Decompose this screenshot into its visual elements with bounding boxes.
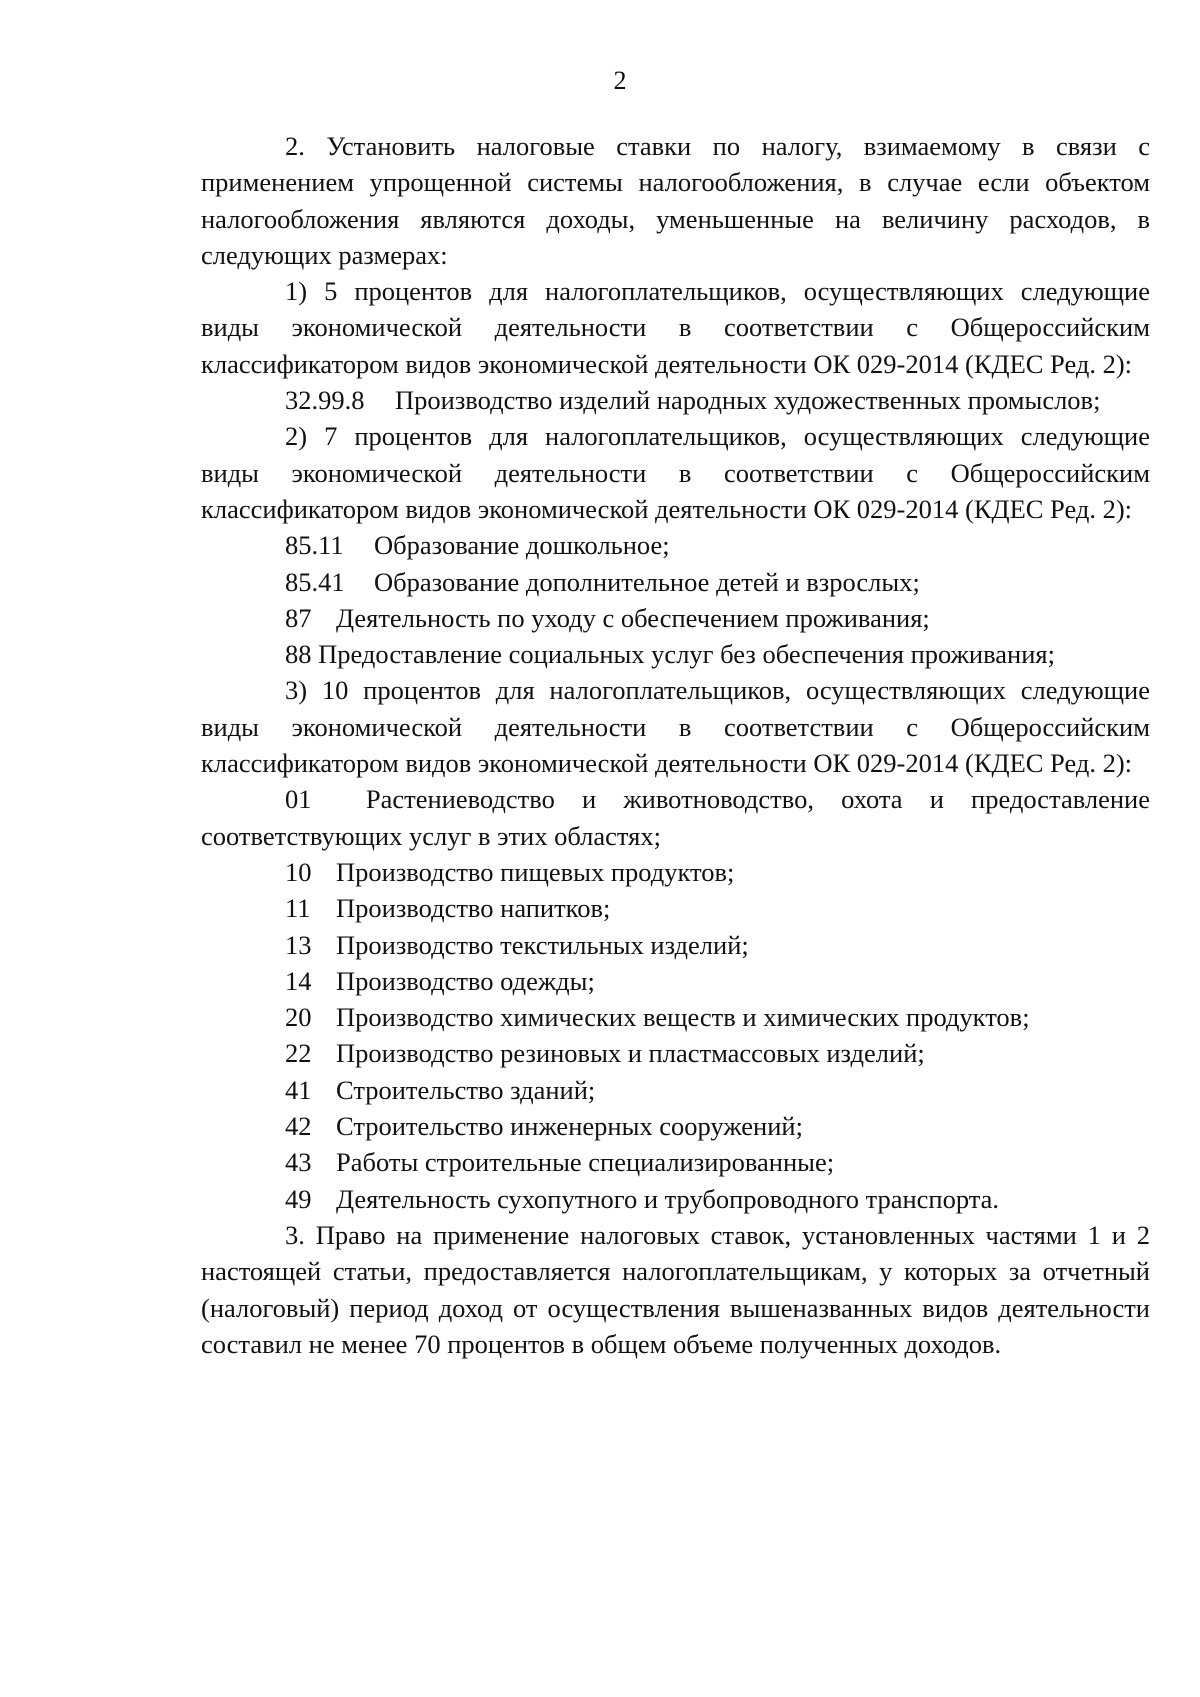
activity-code: 14 xyxy=(285,965,312,996)
activity-code: 41 xyxy=(285,1074,312,1105)
paragraph-2-intro: 2. Установить налоговые ставки по налогу, взимаемому в связи с применением упрощенной системы налогообложения, в случае если объектом налогообложения являются доходы, уменьшенные на величину расходов, в следующих размерах: xyxy=(201,131,1150,270)
activity-name: Образование дополнительное детей и взрослых; xyxy=(374,566,920,597)
activity-code: 49 xyxy=(285,1183,312,1214)
activity-name: Производство химических веществ и химических продуктов; xyxy=(336,1002,1030,1033)
activity-code: 13 xyxy=(285,929,312,960)
activity-item xyxy=(201,636,1150,672)
activity-item xyxy=(201,527,1150,563)
activity-item xyxy=(201,999,1150,1035)
activity-code: 88 xyxy=(285,639,312,670)
activity-item xyxy=(201,1181,1150,1217)
activity-name: Работы строительные специализированные; xyxy=(336,1147,835,1178)
activity-item-01 xyxy=(201,781,1150,854)
activity-name: Производство напитков; xyxy=(336,893,611,924)
activity-name: Образование дошкольное; xyxy=(374,530,670,561)
activity-code: 85.11 xyxy=(285,530,344,561)
activity-name: Производство пищевых продуктов; xyxy=(336,856,735,887)
rate-3-text: 3) 10 процентов для налогоплательщиков, осуществляющих следующие виды экономической деятельности в соответствии с Общероссийским классификатором видов экономической деятельности ОК 029-2014 (КДЕС Ред. 2): xyxy=(201,675,1150,779)
document-body xyxy=(201,128,1150,1362)
activity-code: 43 xyxy=(285,1147,312,1178)
paragraph-3: 3. Право на применение налоговых ставок, установленных частями 1 и 2 настоящей статьи, предоставляется налогоплательщикам, у которых за отчетный (налоговый) период доход от осуществления вышеназванных видов деятельности составил не менее 70 процентов в общем объеме полученных доходов. xyxy=(201,1219,1150,1359)
activity-item xyxy=(201,564,1150,600)
activity-item xyxy=(201,1144,1150,1180)
rate-2-text: 2) 7 процентов для налогоплательщиков, осуществляющих следующие виды экономической деятельности в соответствии с Общероссийским классификатором видов экономической деятельности ОК 029-2014 (КДЕС Ред. 2): xyxy=(201,421,1150,524)
activity-item xyxy=(201,890,1150,926)
activity-name: Производство резиновых и пластмассовых изделий; xyxy=(336,1038,925,1069)
activity-name: Деятельность сухопутного и трубопроводного транспорта. xyxy=(336,1183,1000,1214)
activity-item xyxy=(201,382,1150,418)
activity-code: 32.99.8 xyxy=(285,385,365,416)
activity-name: Строительство инженерных сооружений; xyxy=(336,1111,803,1142)
activity-item xyxy=(201,927,1150,963)
activity-item xyxy=(201,854,1150,890)
activity-code: 10 xyxy=(285,856,312,887)
activity-code: 42 xyxy=(285,1111,312,1142)
activity-name: Производство изделий народных художественных промыслов; xyxy=(395,385,1101,416)
activity-name: Растениеводство и животноводство, охота и предоставление соответствующих услуг в этих областях; xyxy=(201,784,1150,851)
rate-1-text: 1) 5 процентов для налогоплательщиков, осуществляющих следующие виды экономической деятельности в соответствии с Общероссийским классификатором видов экономической деятельности ОК 029-2014 (КДЕС Ред. 2): xyxy=(201,276,1150,379)
activity-item xyxy=(201,1035,1150,1071)
activity-code: 20 xyxy=(285,1002,312,1033)
activity-code: 87 xyxy=(285,602,312,633)
activity-code: 22 xyxy=(285,1038,312,1069)
activity-name: Производство текстильных изделий; xyxy=(336,929,749,960)
activity-code: 11 xyxy=(285,893,311,924)
activity-name: Строительство зданий; xyxy=(336,1074,596,1105)
activity-item xyxy=(201,1072,1150,1108)
activity-code: 85.41 xyxy=(285,566,345,597)
activity-name: Производство одежды; xyxy=(336,965,595,996)
activity-code: 01 xyxy=(285,784,312,815)
activity-name: Деятельность по уходу с обеспечением проживания; xyxy=(336,602,930,633)
activity-item xyxy=(201,1108,1150,1144)
page-number: 2 xyxy=(613,66,627,95)
activity-name: Предоставление социальных услуг без обеспечения проживания; xyxy=(318,639,1055,670)
activity-item xyxy=(201,600,1150,636)
activity-item xyxy=(201,963,1150,999)
